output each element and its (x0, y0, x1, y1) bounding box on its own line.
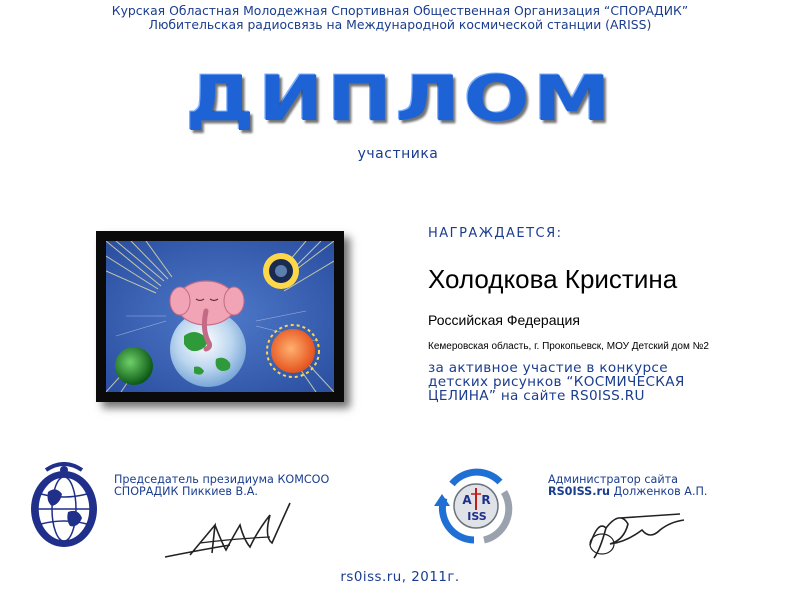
right-signature (580, 500, 700, 565)
ariss-letters-iss: ISS (467, 510, 487, 523)
recipient-name: Холодкова Кристина (428, 264, 678, 294)
diploma-title: ДИПЛОМ (185, 62, 615, 135)
header (0, 4, 800, 32)
right-signatory-name (548, 486, 707, 498)
right-signatory-person: Долженков А.П. (609, 485, 708, 498)
award-reason-line: за активное участие в конкурсе (428, 360, 668, 376)
left-signature (160, 495, 300, 565)
ariss-letter-a: A (462, 493, 472, 507)
footer-site-year: rs0iss.ru, 2011г. (340, 570, 460, 585)
recipient-country: Российская Федерация (428, 312, 580, 328)
right-signatory-title: Администратор сайта (548, 473, 678, 486)
left-signatory-title: Председатель президиума КОМСОО (114, 473, 330, 486)
recipient-address: Кемеровская область, г. Прокопьевск, МОУ Детский дом №2 (428, 341, 709, 352)
sporadik-globe-logo (26, 462, 102, 556)
site-name: RS0ISS.ru (548, 485, 610, 498)
organization-name: Курская Областная Молодежная Спортивная Общественная Организация “СПОРАДИК” (111, 3, 689, 18)
right-signatory (548, 474, 707, 498)
award-reason-line: ЦЕЛИНА” на сайте RS0ISS.RU (428, 388, 645, 404)
artwork-image (96, 231, 344, 402)
diploma-subtitle: участника (357, 146, 439, 162)
award-reason (428, 361, 768, 403)
ariss-letter-r: R (481, 493, 491, 507)
ariss-logo (434, 464, 518, 552)
child-drawing-illustration (106, 241, 334, 392)
program-name: Любительская радиосвязь на Международной космической станции (ARISS) (148, 17, 652, 32)
left-signatory-name: СПОРАДИК Пиккиев В.А. (114, 485, 258, 498)
awarded-label: НАГРАЖДАЕТСЯ: (428, 226, 563, 241)
award-reason-line: детских рисунков “КОСМИЧЕСКАЯ (428, 374, 685, 390)
